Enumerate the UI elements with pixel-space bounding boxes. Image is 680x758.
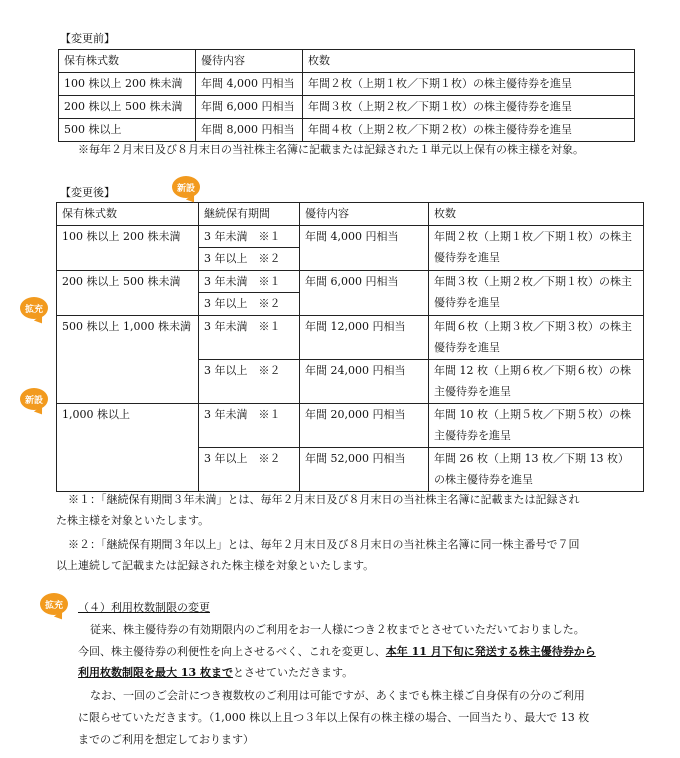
header-count: 枚数 xyxy=(429,203,644,226)
cell-count: 年間６枚（上期３枚／下期３枚）の株主優待券を進呈 xyxy=(429,315,644,359)
cell-count: 年間４枚（上期２枚／下期２枚）の株主優待券を進呈 xyxy=(303,119,635,142)
cell-period: 3 年未満 ※１ xyxy=(199,403,300,447)
cell-period: 3 年以上 ※２ xyxy=(199,447,300,491)
before-note: ※毎年２月末日及び８月末日の当社株主名簿に記載または記録された１単元以上保有の株主様を対象。 xyxy=(78,143,584,156)
cell-count: 年間 26 枚（上期 13 枚／下期 13 枚）の株主優待券を進呈 xyxy=(429,447,644,491)
cell-period: 3 年以上 ※２ xyxy=(199,293,300,316)
cell-period: 3 年未満 ※１ xyxy=(199,225,300,248)
cell-count: 年間 12 枚（上期６枚／下期６枚）の株主優待券を進呈 xyxy=(429,359,644,403)
cell-shares: 200 株以上 500 株未満 xyxy=(57,270,199,315)
cell-count: 年間 10 枚（上期５枚／下期５枚）の株主優待券を進呈 xyxy=(429,403,644,447)
cell-period: 3 年未満 ※１ xyxy=(199,270,300,293)
cell-count: 年間３枚（上期２枚／下期１枚）の株主優待券を進呈 xyxy=(303,96,635,119)
note-2-cont: 以上連続して記載または記録された株主様を対象といたします。 xyxy=(56,559,375,572)
header-count: 枚数 xyxy=(303,50,635,73)
cell-benefit: 年間 24,000 円相当 xyxy=(300,359,429,403)
cell-period: 3 年未満 ※１ xyxy=(199,315,300,359)
after-table xyxy=(56,202,644,492)
after-heading: 【変更後】 xyxy=(60,186,115,199)
cell-shares: 500 株以上 1,000 株未満 xyxy=(57,315,199,403)
table-row xyxy=(59,119,635,142)
cell-count: 年間２枚（上期１枚／下期１枚）の株主優待券を進呈 xyxy=(303,73,635,96)
table-header-row xyxy=(59,50,635,73)
paragraph xyxy=(78,662,353,684)
cell-benefit: 年間 4,000 円相当 xyxy=(196,73,303,96)
table-row xyxy=(57,225,644,248)
paragraph: までのご利用を想定しております） xyxy=(78,733,254,746)
emphasis-text: 利用枚数制限を最大 13 枚まで xyxy=(78,666,233,679)
table-row xyxy=(59,73,635,96)
section-title: （４）利用枚数制限の変更 xyxy=(78,601,210,614)
paragraph: に限らせていただきます。（1,000 株以上且つ３年以上保有の株主様の場合、一回当たり、最大で 13 枚 xyxy=(78,711,590,724)
table-row xyxy=(57,315,644,359)
cell-benefit: 年間 20,000 円相当 xyxy=(300,403,429,447)
cell-shares: 500 株以上 xyxy=(59,119,196,142)
cell-shares: 1,000 株以上 xyxy=(57,403,199,491)
cell-benefit: 年間 8,000 円相当 xyxy=(196,119,303,142)
note-2: ※２：「継続保有期間３年以上」とは、毎年２月末日及び８月末日の当社株主名簿に同一株主番号で７回 xyxy=(68,538,580,551)
new-badge: 新設 xyxy=(20,388,48,410)
emphasis-text: 本年 11 月下旬に発送する株主優待券から xyxy=(385,645,596,658)
cell-count: 年間２枚（上期１枚／下期１枚）の株主優待券を進呈 xyxy=(429,225,644,270)
paragraph: 従来、株主優待券の有効期限内のご利用をお一人様につき２枚までとさせていただいておりました。 xyxy=(90,623,585,636)
note-1-cont: た株主様を対象といたします。 xyxy=(56,514,210,527)
cell-period: 3 年以上 ※２ xyxy=(199,359,300,403)
cell-shares: 100 株以上 200 株未満 xyxy=(57,225,199,270)
cell-benefit: 年間 12,000 円相当 xyxy=(300,315,429,359)
expand-badge: 拡充 xyxy=(40,593,68,615)
table-row xyxy=(59,96,635,119)
table-header-row xyxy=(57,203,644,226)
before-table xyxy=(58,49,635,142)
note-1: ※１：「継続保有期間３年未満」とは、毎年２月末日及び８月末日の当社株主名簿に記載または記録され xyxy=(68,493,580,506)
cell-period: 3 年以上 ※２ xyxy=(199,248,300,271)
header-shares: 保有株式数 xyxy=(59,50,196,73)
cell-benefit: 年間 6,000 円相当 xyxy=(196,96,303,119)
cell-benefit: 年間 4,000 円相当 xyxy=(300,225,429,270)
expand-badge: 拡充 xyxy=(20,297,48,319)
table-row xyxy=(57,270,644,293)
paragraph-text: とさせていただきます。 xyxy=(232,666,354,679)
header-benefit: 優待内容 xyxy=(300,203,429,226)
header-period: 継続保有期間 xyxy=(199,203,300,226)
table-row xyxy=(57,403,644,447)
before-heading: 【変更前】 xyxy=(60,32,115,45)
paragraph xyxy=(78,641,596,663)
cell-shares: 200 株以上 500 株未満 xyxy=(59,96,196,119)
cell-count: 年間３枚（上期２枚／下期１枚）の株主優待券を進呈 xyxy=(429,270,644,315)
paragraph: なお、一回のご会計につき複数枚のご利用は可能ですが、あくまでも株主様ご自身保有の分のご利用 xyxy=(90,689,585,702)
new-badge: 新設 xyxy=(172,176,200,198)
header-shares: 保有株式数 xyxy=(57,203,199,226)
cell-benefit: 年間 52,000 円相当 xyxy=(300,447,429,491)
cell-shares: 100 株以上 200 株未満 xyxy=(59,73,196,96)
cell-benefit: 年間 6,000 円相当 xyxy=(300,270,429,315)
paragraph-text: 今回、株主優待券の利便性を向上させるべく、これを変更し、 xyxy=(78,645,386,658)
header-benefit: 優待内容 xyxy=(196,50,303,73)
